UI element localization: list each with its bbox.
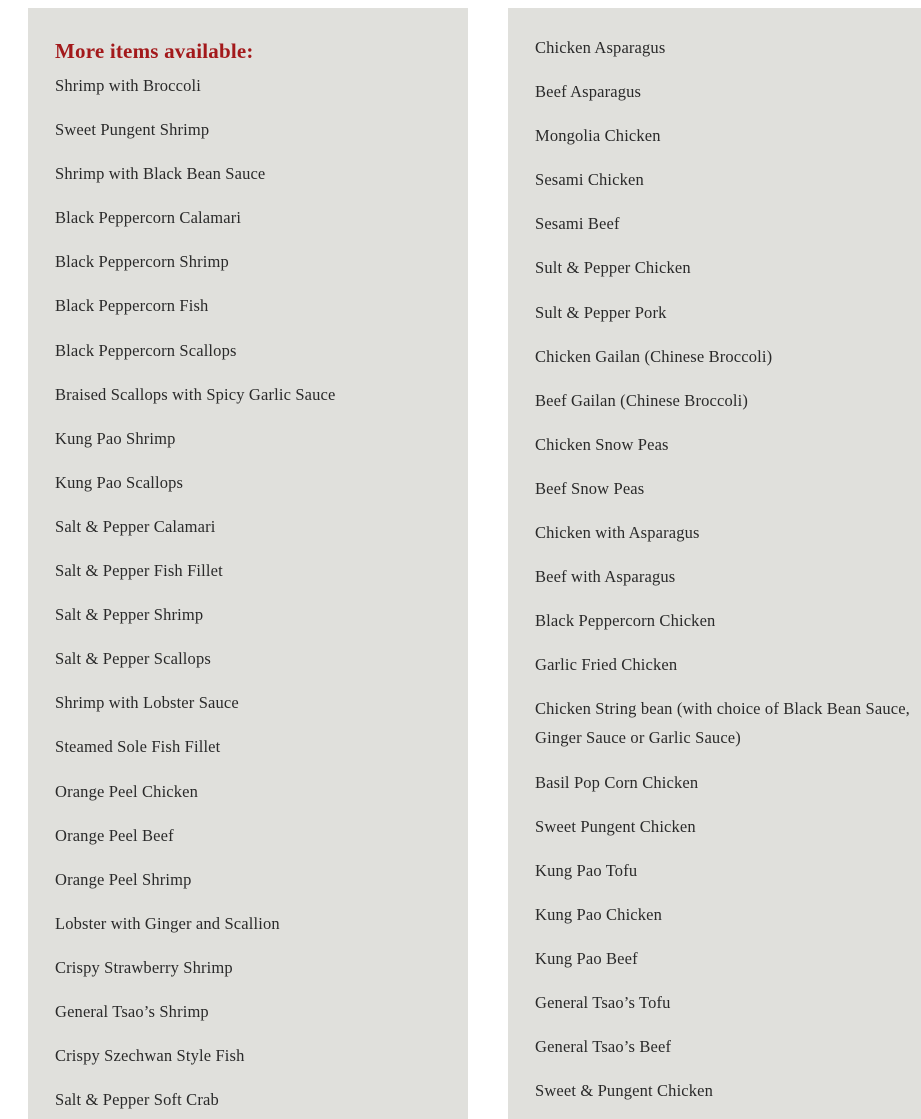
menu-list-left — [55, 71, 458, 1114]
list-item: Black Peppercorn Shrimp — [55, 252, 229, 272]
list-item: Sult & Pepper Chicken — [535, 258, 691, 278]
list-item: Kung Pao Scallops — [55, 472, 184, 492]
menu-panel-left — [28, 8, 468, 1119]
list-item: Black Peppercorn Chicken — [535, 611, 716, 631]
list-item: Chicken String bean (with choice of Black Bean Sauce, Ginger Sauce or Garlic Sauce) — [535, 699, 910, 748]
menu-list-right — [535, 8, 921, 1105]
list-item: Basil Pop Corn Chicken — [535, 772, 699, 792]
list-item: Sesami Chicken — [535, 170, 644, 190]
list-item: General Tsao’s Shrimp — [55, 1001, 209, 1021]
list-item: General Tsao’s Beef — [535, 1037, 672, 1057]
list-item: Chicken Snow Peas — [535, 434, 669, 454]
list-item: Shrimp with Black Bean Sauce — [55, 164, 266, 184]
list-item: Beef with Asparagus — [535, 567, 676, 587]
list-item: Chicken Asparagus — [535, 38, 666, 57]
list-item: Chicken with Asparagus — [535, 523, 700, 543]
list-item: Braised Scallops with Spicy Garlic Sauce — [55, 384, 336, 404]
list-item: Salt & Pepper Shrimp — [55, 605, 204, 625]
list-item: Shrimp with Broccoli — [55, 76, 201, 95]
list-item: Sult & Pepper Pork — [535, 302, 667, 322]
list-item: Black Peppercorn Calamari — [55, 208, 242, 228]
list-item: Garlic Fried Chicken — [535, 655, 678, 675]
list-item: Crispy Strawberry Shrimp — [55, 957, 233, 977]
list-item: Kung Pao Shrimp — [55, 428, 176, 448]
list-item: Sweet & Pungent Chicken — [535, 1081, 714, 1101]
list-item: General Tsao’s Tofu — [535, 992, 671, 1012]
list-item: Mongolia Chicken — [535, 126, 661, 146]
list-item: Black Peppercorn Fish — [55, 296, 209, 316]
list-item: Orange Peel Chicken — [55, 781, 199, 801]
menu-panel-right — [508, 8, 921, 1119]
list-item: Kung Pao Chicken — [535, 904, 663, 924]
list-item: Kung Pao Beef — [535, 948, 638, 968]
section-heading: More items available: — [55, 39, 254, 63]
list-item: Salt & Pepper Soft Crab — [55, 1090, 219, 1110]
list-item: Crispy Szechwan Style Fish — [55, 1046, 245, 1066]
list-item: Beef Snow Peas — [535, 478, 645, 498]
list-item: Salt & Pepper Scallops — [55, 649, 211, 669]
list-item: Black Peppercorn Scallops — [55, 340, 237, 360]
list-item: Kung Pao Tofu — [535, 860, 638, 880]
list-item: Salt & Pepper Fish Fillet — [55, 561, 223, 581]
list-item: Steamed Sole Fish Fillet — [55, 737, 221, 757]
list-item: Beef Gailan (Chinese Broccoli) — [535, 390, 748, 410]
list-item: Chicken Gailan (Chinese Broccoli) — [535, 346, 773, 366]
list-item: Shrimp with Lobster Sauce — [55, 693, 239, 713]
list-item: Sweet Pungent Chicken — [535, 816, 696, 836]
list-item: Salt & Pepper Calamari — [55, 516, 216, 536]
list-item: Sweet Pungent Shrimp — [55, 120, 210, 140]
list-item: Orange Peel Shrimp — [55, 869, 192, 889]
list-item: Sesami Beef — [535, 214, 620, 234]
list-item: Lobster with Ginger and Scallion — [55, 913, 280, 933]
list-item: Orange Peel Beef — [55, 825, 174, 845]
list-item: Beef Asparagus — [535, 82, 642, 102]
